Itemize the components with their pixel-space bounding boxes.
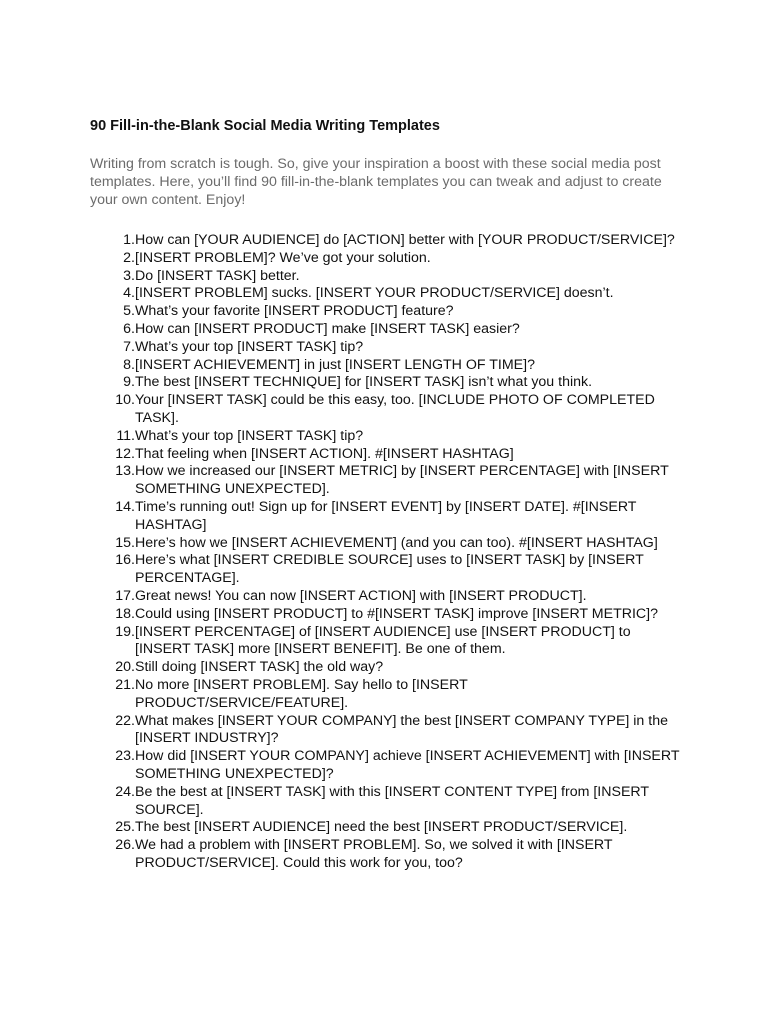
intro-paragraph: Writing from scratch is tough. So, give your inspiration a boost with these social media post templates. Here, you’ll find 90 fill-in-the-blank templates you can tweak and adjust to create your own content. Enjoy! [90, 156, 662, 208]
item-text: [INSERT PROBLEM]? We’ve got your solution. [135, 249, 431, 266]
item-number: 18. [115, 605, 135, 622]
item-text: How can [INSERT PRODUCT] make [INSERT TASK] easier? [135, 320, 520, 337]
item-text: What’s your favorite [INSERT PRODUCT] feature? [135, 303, 454, 320]
template-item [90, 535, 680, 553]
item-number: 25. [115, 819, 135, 836]
template-item [90, 659, 680, 677]
item-text: No more [INSERT PROBLEM]. Say hello to [INSERT PRODUCT/SERVICE/FEATURE]. [135, 676, 468, 711]
template-item [90, 303, 680, 321]
item-number: 1. [123, 232, 135, 248]
item-number: 21. [115, 676, 135, 693]
item-number: 2. [123, 249, 135, 266]
item-number: 4. [123, 285, 135, 302]
item-number: 19. [115, 623, 135, 640]
template-item [90, 624, 680, 660]
item-text: Still doing [INSERT TASK] the old way? [135, 659, 384, 676]
item-number: 3. [123, 267, 135, 284]
item-number: 12. [115, 445, 135, 462]
item-text: Be the best at [INSERT TASK] with this [INSERT CONTENT TYPE] from [INSERT SOURCE]. [135, 783, 649, 818]
item-number: 6. [123, 320, 135, 337]
template-item [90, 446, 680, 464]
item-number: 16. [115, 552, 135, 569]
template-item [90, 392, 680, 428]
item-text: Time’s running out! Sign up for [INSERT EVENT] by [INSERT DATE]. #[INSERT HASHTAG] [135, 498, 637, 533]
item-number: 8. [123, 356, 135, 373]
item-text: Your [INSERT TASK] could be this easy, too. [INCLUDE PHOTO OF COMPLETED TASK]. [135, 392, 655, 426]
item-number: 22. [115, 712, 135, 729]
template-item [90, 677, 680, 713]
item-number: 23. [115, 748, 135, 765]
item-text: What’s your top [INSERT TASK] tip? [135, 427, 364, 444]
item-text: Do [INSERT TASK] better. [135, 267, 300, 284]
item-text: How did [INSERT YOUR COMPANY] achieve [INSERT ACHIEVEMENT] with [INSERT SOMETHING UNEXPECTED]? [135, 748, 680, 782]
item-text: What makes [INSERT YOUR COMPANY] the best [INSERT COMPANY TYPE] in the [INSERT INDUSTRY]? [135, 712, 668, 747]
item-number: 26. [115, 837, 135, 854]
item-text: [INSERT PERCENTAGE] of [INSERT AUDIENCE] use [INSERT PRODUCT] to [INSERT TASK] more [INSERT BENEFIT]. Be one of them. [135, 623, 631, 658]
template-item [90, 552, 680, 588]
item-text: The best [INSERT TECHNIQUE] for [INSERT TASK] isn’t what you think. [135, 374, 593, 391]
template-item [90, 374, 680, 392]
template-item [90, 268, 680, 286]
template-item [90, 463, 680, 499]
template-item [90, 819, 680, 837]
template-item [90, 499, 680, 535]
item-number: 17. [115, 587, 135, 604]
item-text: [INSERT ACHIEVEMENT] in just [INSERT LENGTH OF TIME]? [135, 356, 535, 373]
template-item [90, 250, 680, 268]
item-text: What’s your top [INSERT TASK] tip? [135, 338, 364, 355]
item-number: 20. [115, 659, 135, 676]
template-list [90, 232, 680, 873]
template-item [90, 606, 680, 624]
item-number: 7. [123, 338, 135, 355]
item-number: 9. [123, 374, 135, 391]
template-item [90, 357, 680, 375]
item-text: Could using [INSERT PRODUCT] to #[INSERT TASK] improve [INSERT METRIC]? [135, 605, 658, 622]
item-text: How can [YOUR AUDIENCE] do [ACTION] better with [YOUR PRODUCT/SERVICE]? [135, 232, 675, 248]
item-number: 13. [115, 463, 135, 480]
item-text: That feeling when [INSERT ACTION]. #[INSERT HASHTAG] [135, 445, 514, 462]
template-item [90, 748, 680, 784]
item-number: 24. [115, 783, 135, 800]
document-title: 90 Fill-in-the-Blank Social Media Writing Templates [90, 118, 440, 134]
template-item [90, 321, 680, 339]
item-number: 5. [123, 303, 135, 320]
item-text: The best [INSERT AUDIENCE] need the best [INSERT PRODUCT/SERVICE]. [135, 819, 628, 836]
item-number: 15. [115, 534, 135, 551]
item-number: 11. [116, 427, 135, 444]
template-item [90, 588, 680, 606]
template-item [90, 784, 680, 820]
template-item [90, 428, 680, 446]
item-text: Great news! You can now [INSERT ACTION] with [INSERT PRODUCT]. [135, 587, 587, 604]
item-text: Here’s what [INSERT CREDIBLE SOURCE] uses to [INSERT TASK] by [INSERT PERCENTAGE]. [135, 552, 644, 587]
item-number: 14. [115, 498, 135, 515]
item-number: 10. [115, 392, 135, 409]
item-text: We had a problem with [INSERT PROBLEM]. So, we solved it with [INSERT PRODUCT/SERVICE]. Could this work for you, too? [135, 837, 613, 871]
template-item [90, 713, 680, 749]
item-text: [INSERT PROBLEM] sucks. [INSERT YOUR PRODUCT/SERVICE] doesn’t. [135, 285, 614, 302]
template-item [90, 285, 680, 303]
template-item [90, 339, 680, 357]
template-item [90, 232, 680, 250]
item-text: Here’s how we [INSERT ACHIEVEMENT] (and you can too). #[INSERT HASHTAG] [135, 534, 658, 551]
template-item [90, 837, 680, 873]
item-text: How we increased our [INSERT METRIC] by [INSERT PERCENTAGE] with [INSERT SOMETHING UNEXPECTED]. [135, 463, 669, 498]
